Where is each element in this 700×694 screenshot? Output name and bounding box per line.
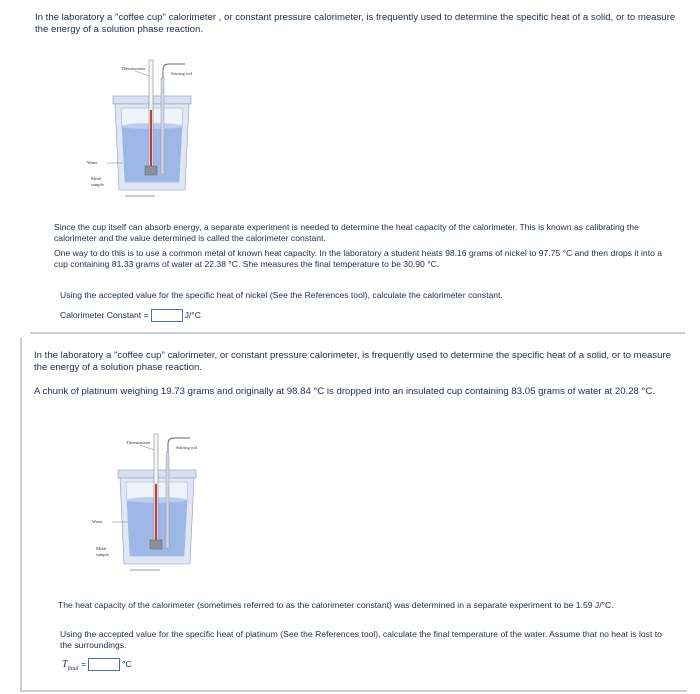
- calorimeter-constant-paragraph: The heat capacity of the calorimeter (sometimes referred to as the calorimeter constant) was determined in a separate experiment to be 1.59 J/°C.: [58, 600, 614, 610]
- platinum-paragraph: A chunk of platinum weighing 19.73 grams and originally at 98.84 °C is dropped into an insulated cup containing 83.05 grams of water at 20.28 °C.: [34, 386, 655, 397]
- water-label: Water: [92, 519, 103, 524]
- instruction-paragraph: Using the accepted value for the specific heat of platinum (See the References tool), calculate the final temperature of the water. Assume that no heat is lost to the surroundings.: [60, 629, 662, 650]
- metal-label: Metal: [91, 176, 102, 181]
- question-panel-2: [20, 338, 687, 692]
- instruction-paragraph: Using the accepted value for the specific heat of nickel (See the References tool), calculate the calorimeter constant.: [60, 290, 503, 300]
- sample-label: sample: [96, 552, 109, 557]
- water-label: Water: [87, 160, 98, 165]
- calorimeter-figure: [85, 50, 205, 200]
- calorimeter-constant-input[interactable]: [151, 309, 183, 322]
- t-final-symbol: $T_{final}$: [62, 659, 79, 672]
- answer-unit: J/°C: [184, 310, 201, 320]
- calibration-paragraph: Since the cup itself can absorb energy, a separate experiment is needed to determine the heat capacity of the calorimeter. This is known as calibrating the calorimeter and the value determined is called the calorimeter constant.: [54, 222, 639, 243]
- calorimeter-constant-row: [60, 309, 201, 322]
- calorimeter-figure: [90, 424, 210, 574]
- answer-label: Calorimeter Constant =: [60, 310, 149, 320]
- answer-unit: °C: [122, 659, 132, 669]
- intro-text: In the laboratory a "coffee cup" calorimeter , or constant pressure calorimeter, is frequently used to determine the specific heat of a solid, or to measure the energy of a solution phase reaction.: [35, 12, 676, 35]
- metal-label: Metal: [96, 546, 107, 551]
- stirring-rod-label: Stirring rod: [176, 445, 197, 450]
- intro-text: In the laboratory a "coffee cup" calorimeter, or constant pressure calorimeter, is frequently used to determine the specific heat of a solid, or to measure the energy of a solution phase reaction.: [34, 350, 671, 373]
- stirring-rod-label: Stirring rod: [171, 71, 192, 76]
- thermometer-label: Thermometer: [121, 66, 146, 71]
- experiment-paragraph: One way to do this is to use a common metal of known heat capacity. In the laboratory a student heats 98.16 grams of nickel to 97.75 °C and then drops it into a cup containing 81.33 grams of water at 22.38 °C. She measures the final temperature to be 30.90 °C.: [54, 248, 663, 269]
- question-panel-1: [30, 6, 685, 334]
- sample-label: sample: [91, 182, 104, 187]
- thermometer-label: Thermometer: [126, 440, 151, 445]
- final-temperature-row: [62, 658, 132, 675]
- final-temperature-input[interactable]: [88, 658, 120, 671]
- equals-sign: =: [80, 659, 86, 669]
